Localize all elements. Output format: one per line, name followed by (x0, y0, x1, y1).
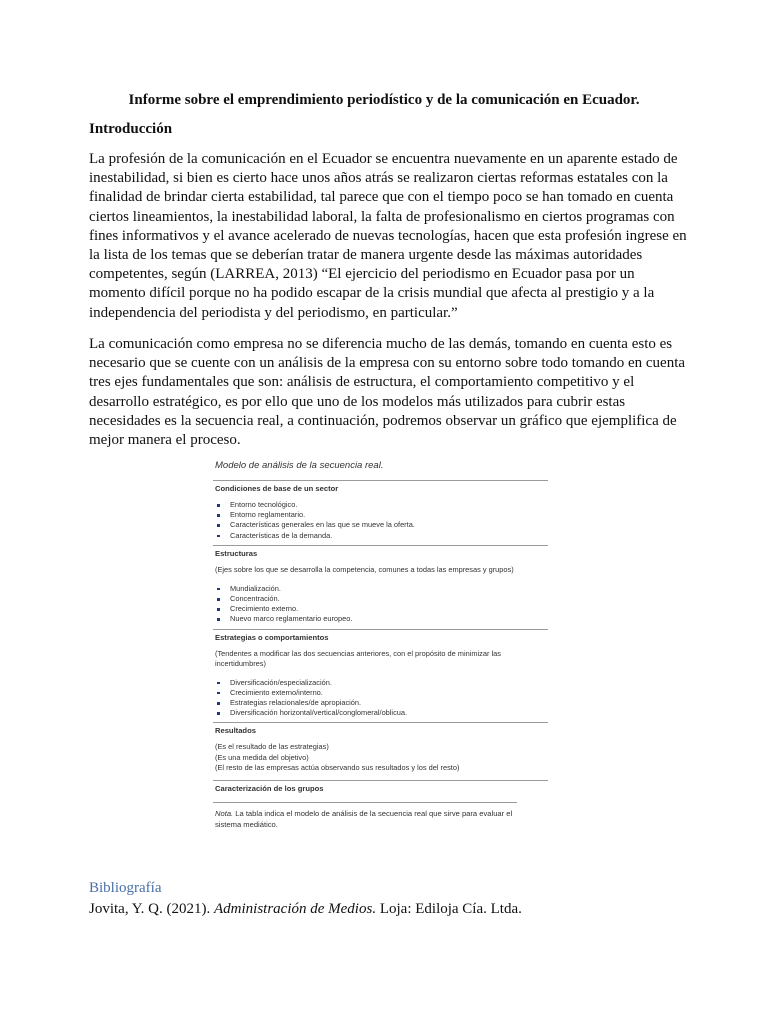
results-lines (215, 742, 546, 778)
sequence-model-figure (213, 456, 548, 830)
list-item: Características generales en las que se mueve la oferta. (215, 520, 546, 530)
section-note: (Tendentes a modificar las dos secuencias anteriores, con el propósito de minimizar las incertidumbres) (215, 648, 501, 668)
list-item: Crecimiento externo. (215, 604, 546, 614)
section-heading: Caracterización de los grupos (215, 784, 324, 794)
list-item: Entorno tecnológico. (215, 500, 546, 510)
list-item: Concentración. (215, 594, 546, 604)
section-conditions (213, 480, 548, 545)
section-heading: Estrategias o comportamientos (215, 632, 329, 642)
bibliography-entry-suffix: Loja: Ediloja Cía. Ltda. (376, 901, 522, 917)
list-item: Diversificación/especialización. (215, 678, 546, 688)
bibliography-entry-title: Administración de Medios. (214, 901, 377, 917)
section-note: (Ejes sobre los que se desarrolla la competencia, comunes a todas las empresas y grupos) (215, 564, 514, 574)
figure-note (213, 802, 517, 830)
section-heading: Condiciones de base de un sector (215, 484, 339, 493)
bibliography-entry (89, 901, 522, 918)
figure-title: Modelo de análisis de la secuencia real. (215, 460, 384, 471)
paragraph-1: La profesión de la comunicación en el Ecuador se encuentra nuevamente en un aparente estado de inestabilidad, si bien es cierto hace unos años atrás se realizaron ciertas reformas estatales con la finalidad de brindar cierta estabilidad, tal parece que con el tiempo poco se han tomado en cuenta ciertos lineamientos, la inestabilidad laboral, la falta de profesionalismo en ciertos programas con fines informativos y el avance acelerado de nuevas tecnologías, hacen que esta profesión ingrese en la lista de los temas que se deberían tratar de manera urgente desde las máximas autoridades competentes, según (LARREA, 2013) “El ejercicio del periodismo en Ecuador pasa por un momento difícil porque no ha podido escapar de la crisis mundial que afecta al prestigio y a la independencia del periodista y del periodismo, en particular.” (89, 151, 687, 321)
list-item: Crecimiento externo/interno. (215, 688, 546, 698)
bibliography-entry-prefix: Jovita, Y. Q. (2021). (89, 901, 214, 917)
list-item: Características de la demanda. (215, 531, 546, 541)
section-heading: Resultados (215, 726, 256, 736)
section-structures (213, 545, 548, 629)
section-strategies (213, 629, 548, 723)
section-results (213, 722, 548, 780)
intro-heading: Introducción (89, 121, 173, 137)
section-heading: Estructuras (215, 548, 258, 558)
section-groups (213, 780, 548, 802)
results-line: (Es el resultado de las estrategias) (215, 742, 329, 752)
bullet-list (215, 678, 546, 721)
bullet-list (215, 500, 546, 543)
list-item: Mundialización. (215, 584, 546, 594)
paragraph-2: La comunicación como empresa no se diferencia mucho de las demás, tomando en cuenta esto es necesario que se cuente con un análisis de la empresa con su entorno sobre todo tomando en cuenta tres ejes fundamentales que son: análisis de estructura, el comportamiento competitivo y el desarrollo estratégico, es por ello que uno de los modelos más utilizados para cubrir estas necesidades es la secuencia real, a continuación, podremos observar un gráfico que ejemplifica de mejor manera el proceso. (89, 336, 686, 449)
figure-note-label: Nota. (215, 809, 234, 819)
list-item: Entorno reglamentario. (215, 510, 546, 520)
results-line: (Es una medida del objetivo) (215, 752, 309, 762)
results-line: (El resto de las empresas actúa observando sus resultados y los del resto) (215, 762, 460, 772)
list-item: Diversificación horizontal/vertical/conglomeral/oblicua. (215, 708, 546, 718)
list-item: Nuevo marco reglamentario europeo. (215, 614, 546, 624)
document-title: Informe sobre el emprendimiento periodístico y de la comunicación en Ecuador. (128, 92, 640, 108)
bullet-list (215, 584, 546, 627)
bibliography-heading: Bibliografía (89, 880, 162, 896)
figure-note-text: La tabla indica el modelo de análisis de la secuencia real que sirve para evaluar el sistema mediático. (215, 809, 513, 830)
list-item: Estrategias relacionales/de apropiación. (215, 698, 546, 708)
